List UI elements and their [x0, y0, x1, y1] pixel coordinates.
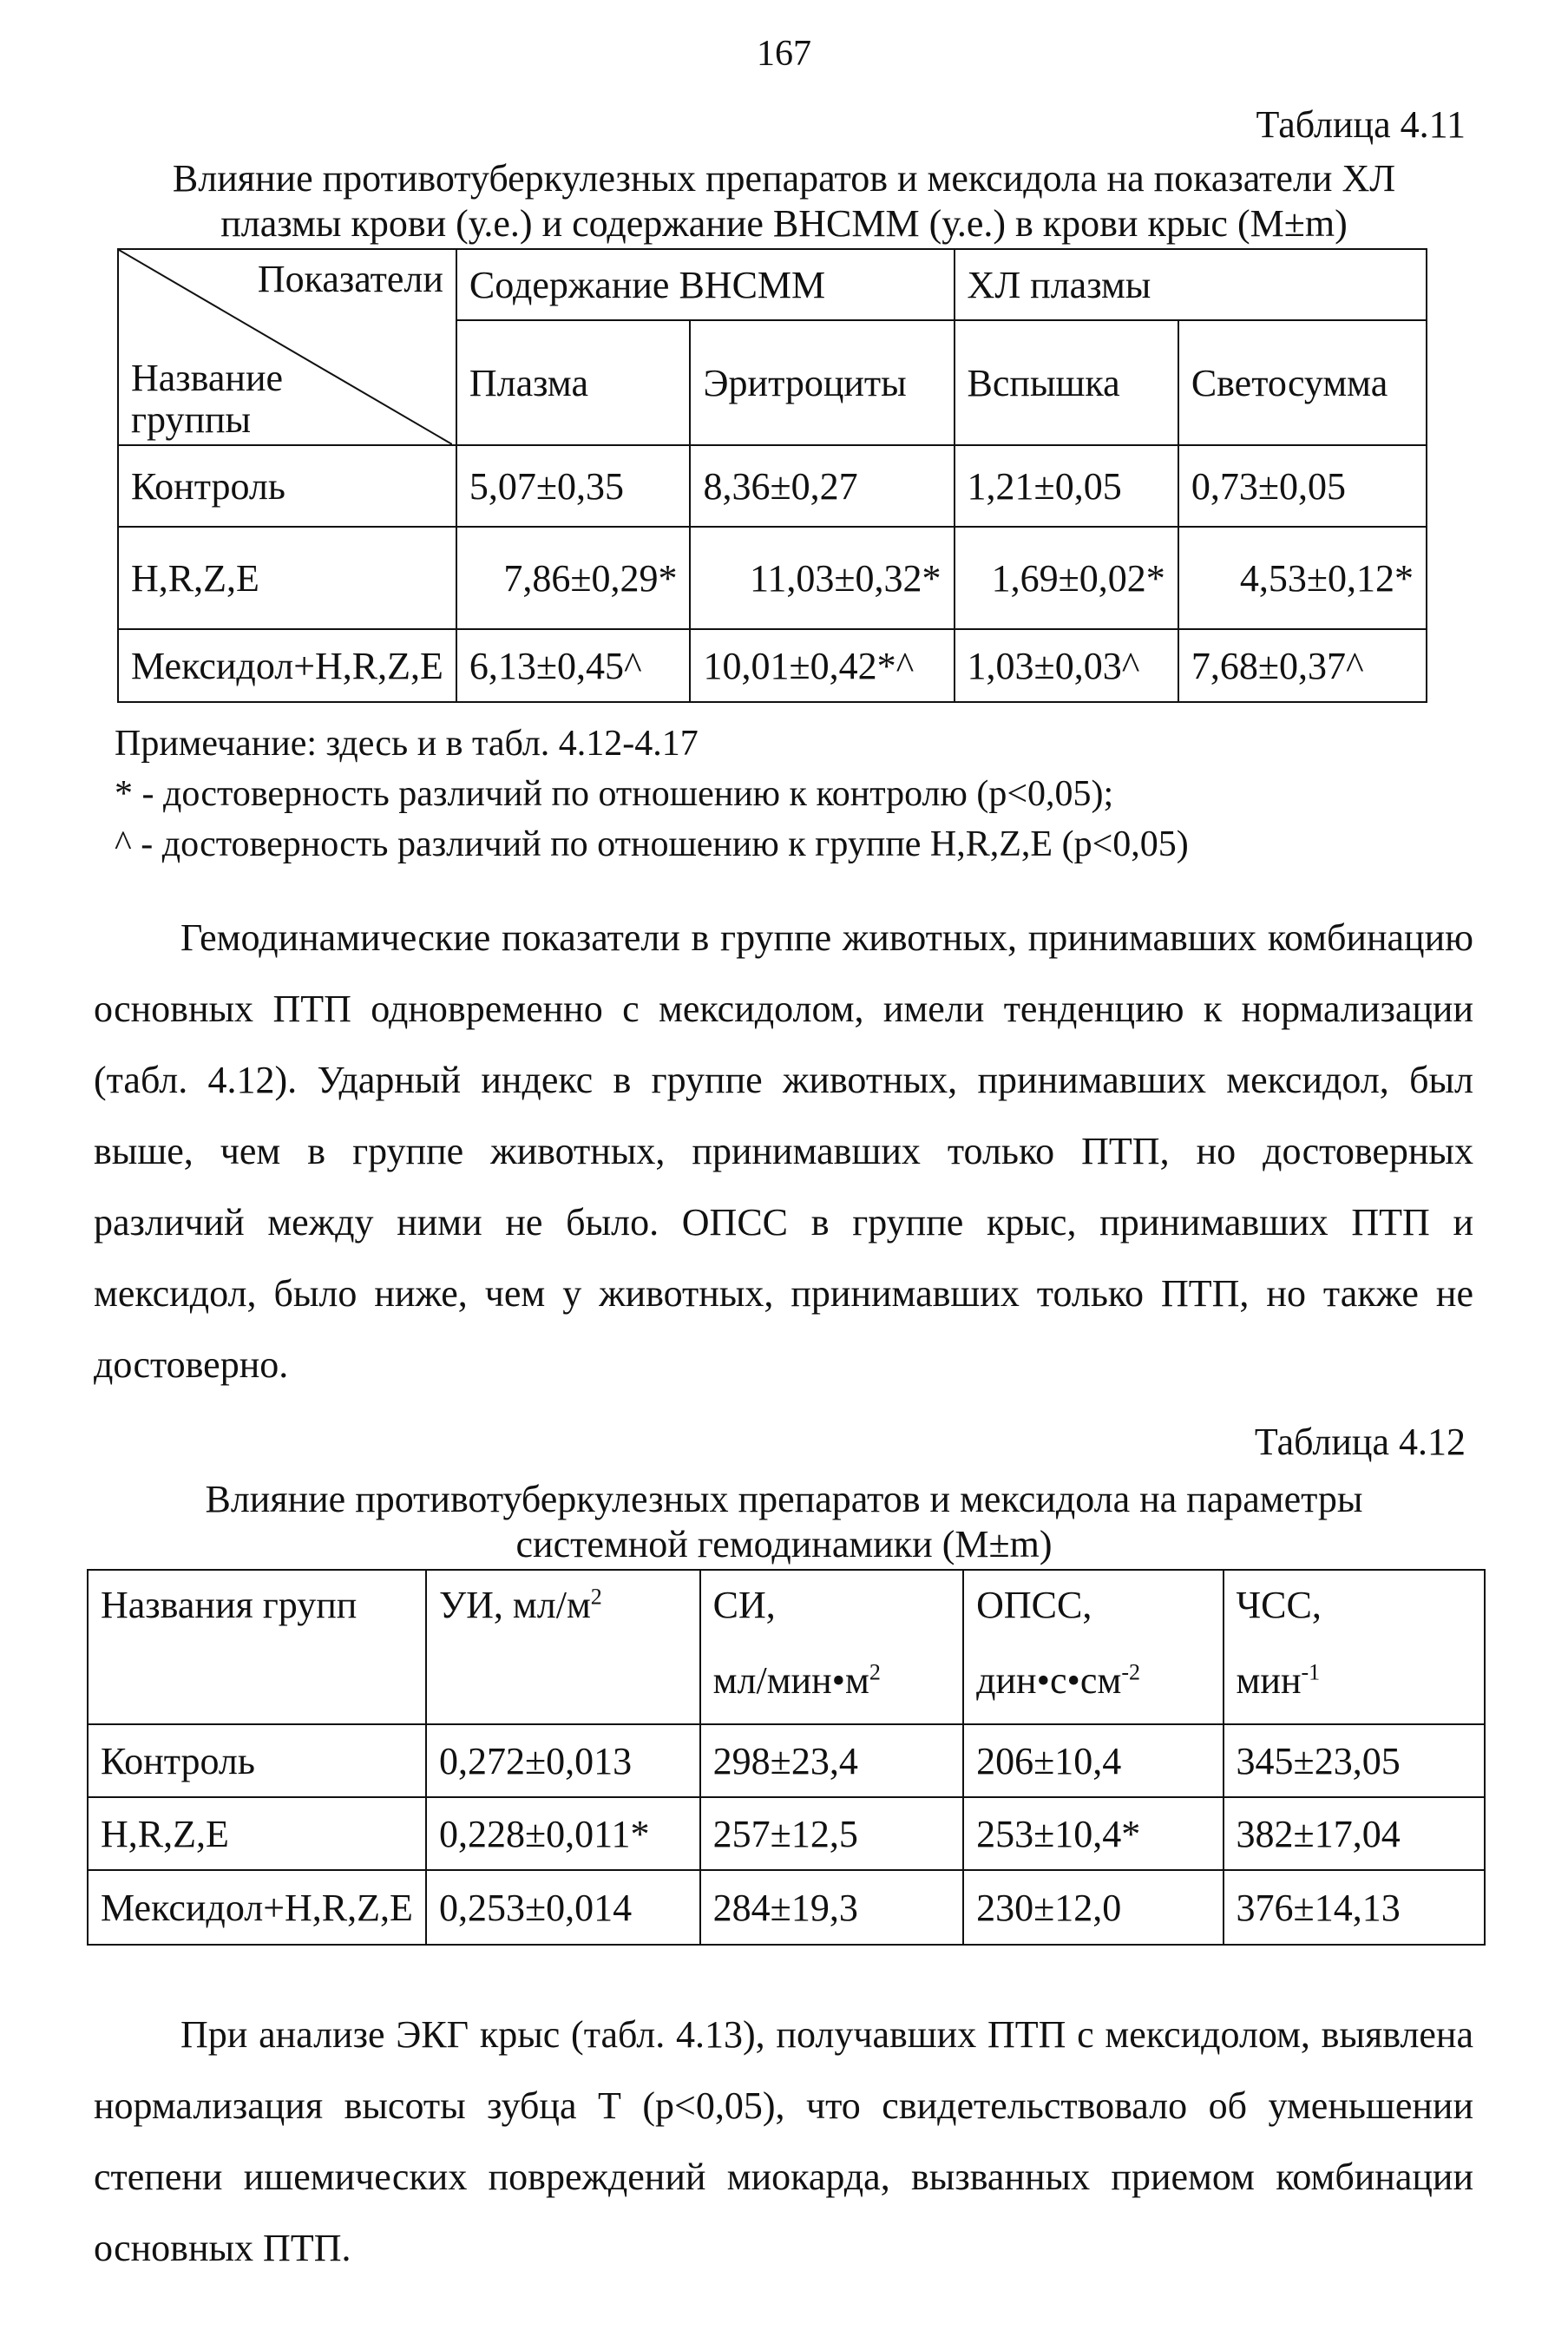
column-header	[1224, 1570, 1485, 1724]
table-cell: 376±14,13	[1224, 1870, 1485, 1945]
table-row	[88, 1797, 1485, 1870]
page-number: 167	[757, 34, 811, 74]
column-group-header: ХЛ плазмы	[955, 249, 1427, 320]
column-header	[963, 1570, 1223, 1724]
column-header: Светосумма	[1178, 320, 1427, 445]
paragraph-text: Гемодинамические показатели в группе животных, принимавших комбинацию основных ПТП одновременно с мексидолом, имели тенденцию к нормализации (табл. 4.12). Ударный индекс в группе животных, принимавших мексидол, был выше, чем в группе животных, принимавших только ПТП, но достоверных различий между ними не было. ОПСС в группе крыс, принимавших ПТП и мексидол, было ниже, чем у животных, принимавших только ПТП, но также не достоверно.	[94, 916, 1473, 1386]
table-row	[88, 1724, 1485, 1797]
table-row	[118, 629, 1427, 702]
table-cell: 284±19,3	[700, 1870, 963, 1945]
table-cell: 7,68±0,37^	[1178, 629, 1427, 702]
table-cell: 230±12,0	[963, 1870, 1223, 1945]
table-cell: 253±10,4*	[963, 1797, 1223, 1870]
row-label: Мексидол+H,R,Z,E	[118, 629, 456, 702]
corner-header-bottom: Название группы	[131, 357, 284, 441]
table-cell: 0,253±0,014	[426, 1870, 700, 1945]
column-header-text: ОПСС,	[976, 1584, 1092, 1626]
column-header-text: СИ,	[712, 1584, 776, 1626]
table-caption: Таблица 4.11	[1256, 103, 1466, 146]
table-4-12	[87, 1569, 1486, 1946]
note-line: Примечание: здесь и в табл. 4.12-4.17	[115, 724, 699, 764]
table-caption: Таблица 4.12	[1254, 1421, 1466, 1463]
table-notes	[115, 719, 1189, 870]
unit-text: дин•с•см	[976, 1659, 1122, 1702]
row-label: Мексидол+H,R,Z,E	[88, 1870, 426, 1945]
table-cell: 298±23,4	[700, 1724, 963, 1797]
table-title-line: Влияние противотуберкулезных препаратов и мексидола на показатели ХЛ	[172, 157, 1396, 200]
column-header: Эритроциты	[690, 320, 954, 445]
column-header-unit	[1237, 1658, 1472, 1703]
table-cell: 0,73±0,05	[1178, 445, 1427, 527]
table-title-line: Влияние противотуберкулезных препаратов и мексидола на параметры	[205, 1478, 1363, 1520]
note-line: * - достоверность различий по отношению к контролю (p<0,05);	[115, 774, 1114, 814]
table-title-line: плазмы крови (у.е.) и содержание ВНСММ (у.е.) в крови крыс (M±m)	[220, 202, 1348, 245]
row-label: H,R,Z,E	[88, 1797, 426, 1870]
unit-text: мин	[1236, 1659, 1302, 1702]
table-cell: 382±17,04	[1224, 1797, 1485, 1870]
note-line: ^ - достоверность различий по отношению к группе H,R,Z,E (p<0,05)	[115, 824, 1189, 864]
table-cell: 11,03±0,32*	[690, 527, 954, 629]
column-header	[700, 1570, 963, 1724]
table-title	[87, 1477, 1481, 1567]
column-group-header: Содержание ВНСММ	[456, 249, 955, 320]
row-label: Контроль	[118, 445, 456, 527]
paragraph-text: При анализе ЭКГ крыс (табл. 4.13), получавших ПТП с мексидолом, выявлена нормализация высоты зубца Т (p<0,05), что свидетельствовало об уменьшении степени ишемических повреждений миокарда, вызванных приемом комбинации основных ПТП.	[94, 2013, 1473, 2269]
table-row	[118, 445, 1427, 527]
column-header	[426, 1570, 700, 1724]
unit-text: мл/мин•м	[712, 1659, 869, 1702]
table-cell: 5,07±0,35	[456, 445, 691, 527]
table-cell: 257±12,5	[700, 1797, 963, 1870]
column-header: Названия групп	[88, 1570, 426, 1724]
table-cell: 4,53±0,12*	[1178, 527, 1427, 629]
table-cell: 1,69±0,02*	[955, 527, 1178, 629]
table-corner-cell	[118, 249, 456, 445]
table-title	[87, 156, 1481, 246]
table-cell: 6,13±0,45^	[456, 629, 691, 702]
table-cell: 8,36±0,27	[690, 445, 954, 527]
column-header-text: ЧСС,	[1236, 1584, 1322, 1626]
row-label: H,R,Z,E	[118, 527, 456, 629]
table-4-11	[117, 248, 1427, 703]
table-title-line: системной гемодинамики (M±m)	[515, 1523, 1053, 1565]
column-header-text: УИ, мл/м	[438, 1584, 591, 1626]
superscript: 2	[869, 1659, 881, 1685]
corner-header-top: Показатели	[257, 258, 443, 300]
superscript: -1	[1301, 1659, 1321, 1685]
table-cell: 206±10,4	[963, 1724, 1223, 1797]
table-row	[118, 527, 1427, 629]
column-header: Плазма	[456, 320, 691, 445]
body-paragraph	[94, 1999, 1473, 2284]
superscript: -2	[1121, 1659, 1140, 1685]
table-cell: 7,86±0,29*	[456, 527, 691, 629]
body-paragraph	[94, 902, 1473, 1401]
table-cell: 0,272±0,013	[426, 1724, 700, 1797]
table-cell: 1,21±0,05	[955, 445, 1178, 527]
table-row	[88, 1870, 1485, 1945]
table-cell: 345±23,05	[1224, 1724, 1485, 1797]
row-label: Контроль	[88, 1724, 426, 1797]
column-header-unit	[976, 1658, 1210, 1703]
superscript: 2	[590, 1584, 602, 1610]
table-cell: 10,01±0,42*^	[690, 629, 954, 702]
table-cell: 1,03±0,03^	[955, 629, 1178, 702]
column-header-unit	[713, 1658, 950, 1703]
column-header: Вспышка	[955, 320, 1178, 445]
table-cell: 0,228±0,011*	[426, 1797, 700, 1870]
